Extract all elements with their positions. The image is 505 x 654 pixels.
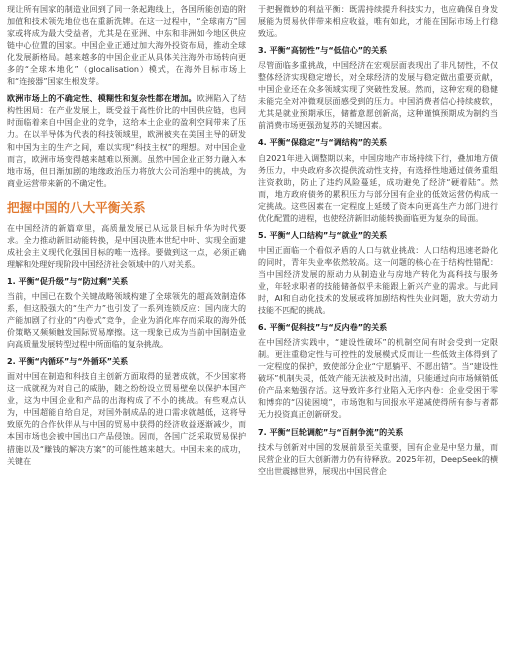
paragraph-balance-5: 中国正面临一个看似矛盾的人口与就业挑战：人口结构迅速老龄化的同时，青年失业率依然较高。这一问题的核心在于结构性错配：当中国经济发展的原动力从制造业与房地产转化为高科技与服务业，年轻求职者的技能储备似乎未能跟上新兴产业的需求。与此同时，AI和自动化技术的发展或将加剧结构性失业问题，放大劳动力技能不匹配的挑战。 [258,245,498,316]
paragraph-balance-2: 面对中国在制造和科技自主创新方面取得的显著成就，不少国家将这一成就视为对自己的威胁，随之纷纷设立贸易壁垒以保护本国产业，这为中国企业和产品的出海构成了不小的挑战。有些观点认为，中国超能自给自足，对国外制成品的进口需求就越低，这将导致原先的合作伙伴从与中国的贸易中获得的经济收益逐渐减少，而本国市场也会被中国出口产品侵蚀。因而，各国广泛采取贸易保护措施以及“赚钱的解决方案”的可能性越来越大。中国未来的成功，关键在 [7,372,246,466]
paragraph-balance-4: 自2021年进入调整期以来，中国房地产市场持续下行，叠加地方债务压力，中央政府多次提供流动性支持，有选择性地通过债务重组注资救助，防止了违约风险蔓延，成功避免了经济“硬着陆”。然而，地方政府债务的累积压力与部分国有企业的低效运营仍构成一定挑战。这些因素在一定程度上延缓了资本向更高生产力部门进行优化配置的进程，也使经济新旧动能转换面临更为复杂的局面。 [258,153,498,223]
subheading-balance-6: 6. 平衡“促科技”与“反内卷”的关系 [258,323,388,333]
paragraph-balance-7: 技术与创新对中国的发展前景至关重要，国有企业是中坚力量，而民营企业的巨大创新潜力仍有待释放。2025年初，DeepSeek的横空出世震撼世界，展现出中国民营企 [258,442,498,476]
subheading-balance-4: 4. 平衡“保稳定”与“调结构”的关系 [258,138,388,148]
paragraph-europe-body: 欧洲陷入了结构性困局：在产业发展上，既受益于高性价比的中国供应链，也同时面临着来自中国企业的竞争，这给本土企业的盈利空间带来了压力。在以半导体为代表的科技领域里，欧洲被夹在美国主导的研发和中国为主的生产之间，难以实现“科技主权”的理想。对中国企业而言，欧洲市场变得越来越难以预测。虽然中国企业正努力融入本地市场，但日渐加剧的地缘政治压力将放大公司治理中的挑战，为商业运营带来新的不确定性。 [7,94,247,188]
paragraph-balance-1: 当前，中国已在数个关键战略领域构建了全球领先的超高效制造体系，但这股强大的“生产力”也引发了一系列连锁反应：国内庞大的产能加剧了行业的“内卷式”竞争，企业为消化库存而采取的海外低价策略又频频触发国际贸易摩擦。这一现象已成为当前中国制造业向高质量发展转型过程中所面临的复杂挑战。 [7,291,246,350]
paragraph-global-south: 现让所有国家的制造业回到了同一条起跑线上，各国所能创造的附加值和技术领先地位也在重新洗牌。在这一过程中，“全球南方”国家或将成为最大受益者，尤其是在亚洲、中东和非洲如今地区供应链中心位置的国家。中国企业正通过加大海外投资布局，推动全球化发展新格局。越来越多的中国企业正从具体关注海外市场转向更多的“全球本地化”（glocalisation）模式，在海外目标市场上和“连接器”国家生根发芽。 [7,5,246,87]
subheading-balance-2: 2. 平衡“内循环”与“外循环”关系 [7,357,129,367]
subheading-balance-3: 3. 平衡“高韧性”与“低信心”的关系 [258,46,388,56]
subheading-balance-1: 1. 平衡“促升级”与“防过剩”关系 [7,276,129,286]
left-column [7,4,246,473]
section-heading-eight-balances: 把握中国的八大平衡关系 [7,199,146,215]
paragraph-balance-2-cont: 于把握微妙的利益平衡：既需持续提升科技实力，也应确保自身发展能为贸易伙伴带来相应收益，唯有如此，才能在国际市场上行稳致远。 [258,5,498,39]
paragraph-balance-3: 尽管面临多重挑战，中国经济在宏观层面表现出了非凡韧性，不仅整体经济实现稳定增长，对全球经济的发展与稳定做出重要贡献，中国企业还在众多领域实现了突破性发展。然而，这种宏观的稳健未能完全对冲微观层面感受到的压力。中国消费者信心持续疲软，尤其是就业预期承压，储蓄意愿创新高，这种谨慎预期成为制约当前消费市场更强劲复苏的关键因素。 [258,61,498,131]
paragraph-intro-balances: 在中国经济的新篇章里，高质量发展已从远景目标升华为时代要求。全力推动新旧动能转换，是中国决胜本世纪中叶、实现全面建成社会主义现代化强国目标的唯一选择。要做到这一点，必须正确理解和处理好现阶段中国经济社会领域中的八对关系。 [7,223,246,269]
right-column [258,4,498,483]
paragraph-balance-6: 在中国经济实践中，“建设性破坏”的机制空间有时会受到一定限制。更注重稳定性与可控性的发展模式反而让一些低效主体得到了一定程度的保护，致使部分企业“宁愿躺平、不愿出错”。当“建设性破坏”机制失灵，低效产能无法被及时出清，只能通过向市场倾销低价产品来勉强存活。这导致许多行业陷入无序内卷：企业受困于零和博弈的“囚徒困境”，市场饱和与回报水平递减使得所有参与者都无力投资真正创新研发。 [258,338,498,420]
paragraph-europe [7,93,246,189]
subheading-balance-5: 5. 平衡“人口结构”与“就业”的关系 [258,230,388,240]
paragraph-europe-lead: 欧洲市场上的不确定性、模糊性和复杂性都在增加。 [7,94,197,104]
subheading-balance-7: 7. 平衡“巨轮调舵”与“百舸争流”的关系 [258,427,404,437]
